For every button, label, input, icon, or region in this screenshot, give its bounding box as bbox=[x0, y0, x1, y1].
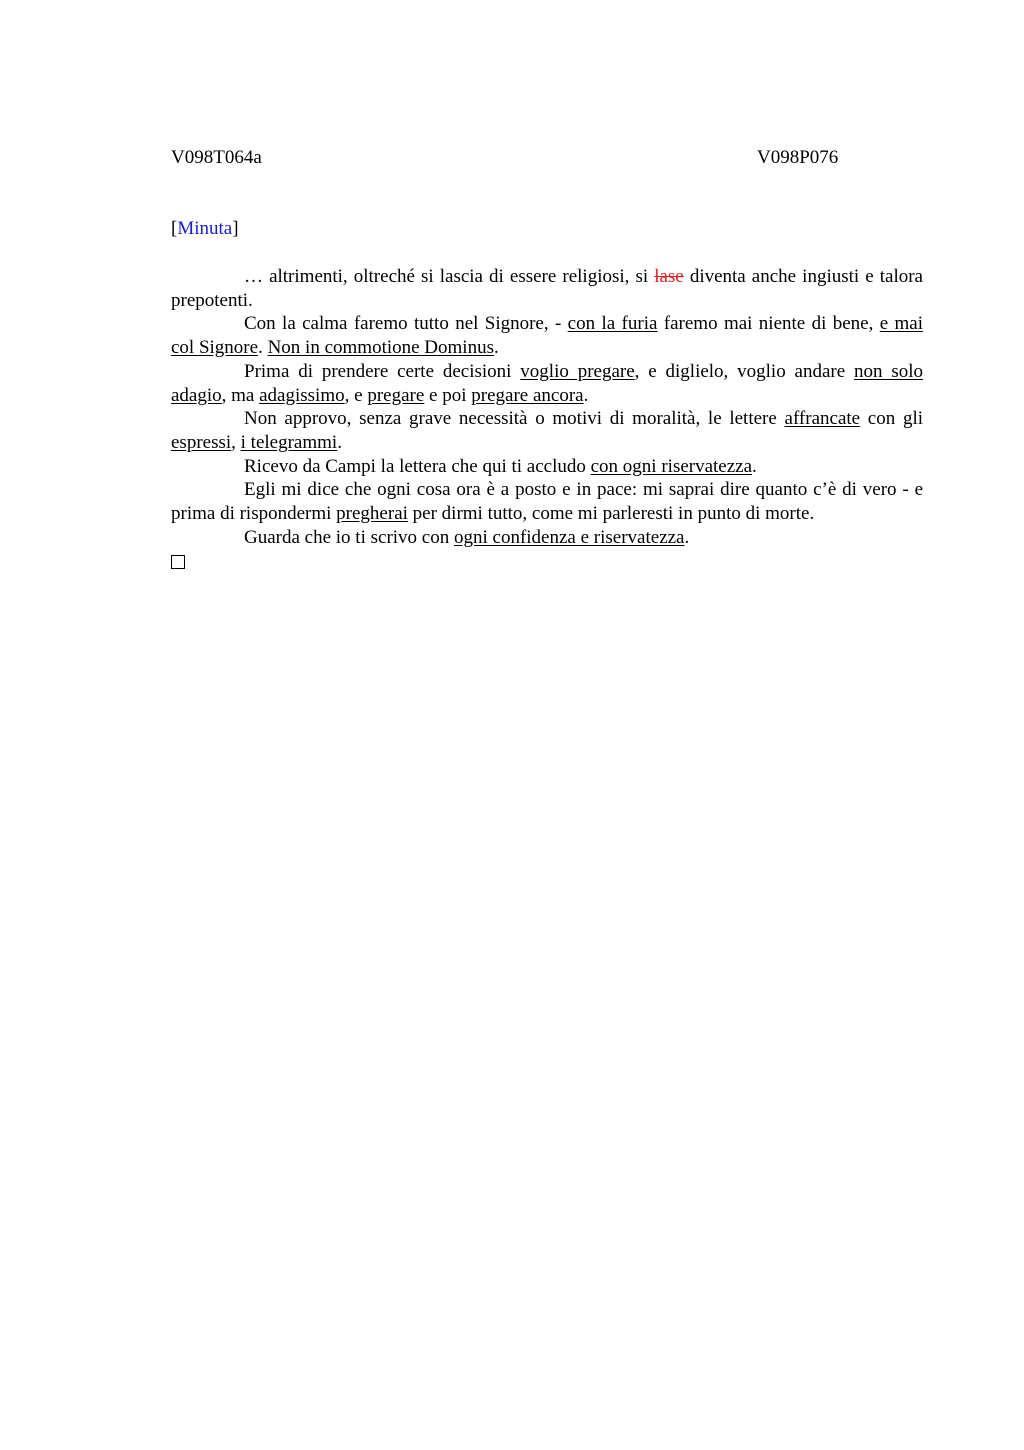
paragraph-5 bbox=[171, 455, 923, 479]
underlined-phrase: voglio pregare bbox=[520, 360, 635, 382]
text-run: Egli mi dice che ogni cosa ora è a posto e in pace: mi saprai dire quanto c’è di vero - e prima di rispondermi bbox=[171, 479, 923, 525]
text-run: . bbox=[583, 384, 589, 406]
text-run: . bbox=[752, 455, 757, 477]
paragraph-6 bbox=[171, 478, 923, 525]
paragraph-4 bbox=[171, 407, 923, 454]
document-code: V098T064a bbox=[171, 147, 262, 168]
paragraph-3 bbox=[171, 360, 923, 407]
deleted-word: lase bbox=[654, 266, 684, 287]
underlined-phrase: pregare ancora bbox=[471, 384, 584, 406]
text-run: . bbox=[337, 431, 342, 453]
underlined-phrase: non solo adagio bbox=[171, 360, 924, 406]
text-run: faremo mai niente di bene, bbox=[657, 313, 880, 335]
text-run: Prima di prendere certe decisioni bbox=[244, 360, 521, 382]
underlined-phrase: con la furia bbox=[567, 313, 658, 335]
text-run: diventa anche ingiusti e talora prepotenti. bbox=[171, 266, 923, 311]
text-run: . bbox=[258, 337, 268, 359]
underlined-phrase: ogni confidenza e riservatezza bbox=[453, 526, 685, 548]
end-of-document-square-icon bbox=[171, 555, 185, 569]
underlined-phrase: i telegrammi bbox=[240, 431, 338, 453]
label-close-bracket: ] bbox=[232, 218, 239, 239]
paragraph-1 bbox=[171, 265, 923, 312]
paragraph-7 bbox=[171, 526, 923, 550]
text-run: per dirmi tutto, come mi parleresti in punto di morte. bbox=[407, 503, 815, 525]
text-run: . bbox=[493, 337, 499, 359]
text-run: , bbox=[231, 431, 241, 453]
underlined-phrase: e mai col Signore bbox=[171, 313, 924, 359]
text-run: con gli bbox=[860, 408, 923, 430]
letter-body bbox=[171, 265, 923, 569]
underlined-phrase: espressi bbox=[171, 431, 232, 453]
underlined-phrase: affrancate bbox=[784, 408, 861, 430]
text-run: e poi bbox=[424, 384, 472, 406]
underlined-phrase: pregherai bbox=[336, 503, 408, 525]
text-run: Ricevo da Campi la lettera che qui ti accludo bbox=[244, 455, 591, 477]
text-run: , ma bbox=[221, 384, 260, 406]
text-run: , e diglielo, voglio andare bbox=[634, 360, 854, 382]
label-open-bracket: [ bbox=[171, 218, 178, 239]
text-run: Non approvo, senza grave necessità o motivi di moralità, le lettere bbox=[244, 408, 785, 430]
text-run: . bbox=[684, 526, 690, 548]
text-run: , e bbox=[344, 384, 368, 406]
underlined-phrase: Non in commotione Dominus bbox=[267, 337, 494, 359]
text-run: … altrimenti, oltreché si lascia di essere religiosi, si bbox=[244, 266, 655, 287]
paragraph-2 bbox=[171, 312, 923, 359]
underlined-phrase: adagissimo bbox=[259, 384, 345, 406]
underlined-phrase: con ogni riservatezza bbox=[590, 455, 753, 477]
document-type-label bbox=[171, 217, 239, 241]
text-run: Con la calma faremo tutto nel Signore, - bbox=[244, 313, 568, 335]
underlined-phrase: pregare bbox=[367, 384, 425, 406]
label-text: Minuta bbox=[177, 218, 233, 239]
text-run: Guarda che io ti scrivo con bbox=[244, 526, 454, 548]
page-code: V098P076 bbox=[757, 147, 839, 168]
